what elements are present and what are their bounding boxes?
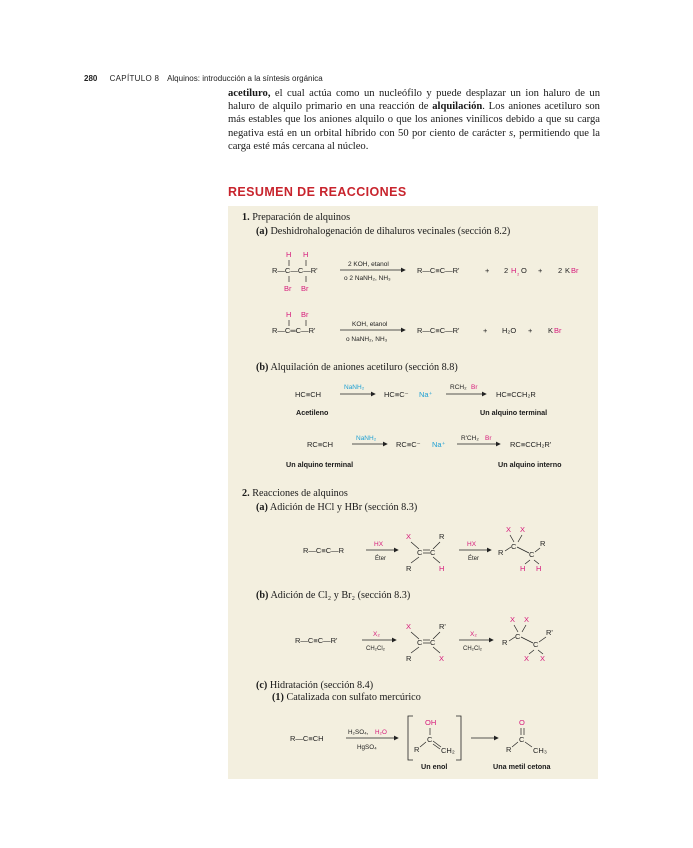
section-2c-letter: (c) [256,680,268,691]
oxygen-atom: O [519,718,525,727]
reagent-base: NaNH₂ [344,384,365,391]
carbon-atom: C [533,640,539,649]
solvent: CH₂Cl₂ [463,646,482,652]
term-acetiluro: acetiluro, [228,88,271,99]
section-1a-letter: (a) [256,226,268,237]
intro-text-1: el cual actúa como un nucleófilo y puede desplazar un ion haluro de un haluro de alquilo primario en una reacción de [228,88,600,113]
section-1a-title: Deshidrohalogenación de dihaluros vecinales (sección 8.2) [270,226,511,237]
reagent-top: 2 KOH, etanol [348,261,389,268]
section-2a-letter: (a) [256,502,268,513]
plus-sign: + [485,266,490,275]
reagent-top: KOH, etanol [352,321,388,328]
plus-sign: + [528,326,533,335]
section-1-title: Preparación de alquinos [252,212,351,223]
intro-s: s [509,127,514,139]
reactant-formula: R—C—C—R' [272,266,318,275]
co-product-k: K [565,266,571,275]
section-2c-title: Hidratación (sección 8.4) [269,680,374,691]
br-atom: Br [284,284,292,293]
br-atom: Br [301,284,309,293]
section-1b-title: Alquilación de aniones acetiluro (sección 8.8) [270,362,458,373]
hydroxyl-group: OH [425,718,437,727]
intermediate-anion: RC≡C⁻ [396,440,421,449]
carbon-atom: C [417,638,423,647]
x-atom: X [510,615,516,624]
co-product-br: Br [571,266,579,275]
reaction-1b-acetylene [295,384,536,399]
reagent-catalyst: HgSO₄ [357,744,377,751]
x-atom: X [540,654,546,663]
coefficient: 2 [504,266,509,275]
solvent: Éter [468,556,480,562]
reagent-acid: H₂SO₄, [348,729,369,736]
intro-text-2: . Los aniones acetiluro son más estables que los aniones alquilo o que los aniones vinílicos debido a que su carga negativa está en un orbital híbrido con 50 por ciento de carácter [228,101,600,139]
reagent-bottom: o NaNH₂, NH₃ [346,336,388,343]
section-1-number: 1. [242,212,250,223]
alkyl-halide: RCH₂ [450,384,467,391]
reagent-x2: X₂ [373,631,380,638]
h-atom: H [286,310,292,319]
x-atom: X [520,525,526,534]
x-atom: X [506,525,512,534]
carbon-atom: C [511,542,517,551]
caption-methyl-ketone: Una metil cetona [493,762,551,771]
section-2c1-number: (1) [272,692,284,703]
solvent: Éter [375,556,387,562]
chapter-title: Alquinos: introducción a la síntesis orgánica [167,74,323,83]
chapter-label: CAPÍTULO 8 [109,74,160,83]
reagent-water: H₂O [375,729,387,736]
coefficient: 2 [558,266,563,275]
r-group: R [502,638,508,647]
reagent-bottom: o 2 NaNH₂, NH₃ [344,275,391,282]
caption-terminal-alkyne-2: Un alquino terminal [286,460,354,469]
r-group: R [498,548,504,557]
r-prime-group: R' [439,622,446,631]
reactant-formula: R—C≡CH [290,734,324,743]
bracket-right [456,716,461,760]
reactant-formula: RC≡CH [307,440,334,449]
plus-sign: + [538,266,543,275]
alkyl-halide: R'CH₂ [461,435,479,442]
br-atom: Br [301,310,309,319]
section-2-number: 2. [242,488,250,499]
section-2-title: Reacciones de alquinos [252,488,348,499]
r-group: R [414,745,420,754]
section-2a-title: Adición de HCl y HBr (sección 8.3) [269,502,418,513]
sodium-cation: Na⁺ [432,440,446,449]
carbon-atom: C [519,735,525,744]
term-alquilacion: alquilación [432,101,483,113]
co-product-water: H₂O [502,326,517,335]
alkyl-halide-br: Br [485,435,492,442]
methyl-group: CH₃ [533,746,547,755]
reagent-hx: HX [374,541,384,548]
product-formula: RC≡CCH₂R' [510,440,552,449]
carbon-atom: C [515,632,521,641]
x-atom: X [524,654,530,663]
x-atom: X [406,532,412,541]
reagent-x2: X₂ [470,631,477,638]
x-atom: X [524,615,530,624]
reaction-1b-terminal [307,435,552,449]
summary-title: RESUMEN DE REACCIONES [228,185,407,199]
reaction-2b-x2-addition [295,615,553,663]
co-product-sub: ₂ [517,271,520,277]
intermediate-anion: HC≡C⁻ [384,390,409,399]
carbon-atom: C [430,548,436,557]
caption-internal-alkyne: Un alquino interno [498,460,562,469]
reagent-base: NaNH₂ [356,435,377,442]
reactant-formula: R—C≡C—R [303,546,345,555]
carbon-atom: C [427,735,433,744]
sodium-cation: Na⁺ [419,390,433,399]
x-atom: X [406,622,412,631]
co-product-k: K [548,326,554,335]
solvent: CH₂Cl₂ [366,646,385,652]
h-atom: H [520,564,526,573]
r-group: R [540,539,546,548]
section-1b-letter: (b) [256,362,269,373]
bracket-left [408,716,413,760]
h-atom: H [303,250,309,259]
x-atom: X [439,654,445,663]
r-group: R [406,564,412,573]
section-2b-letter: (b) [256,590,269,601]
reactant-formula: R—C≡C—R' [295,636,338,645]
reaction-2c-hydration [290,716,547,760]
carbon-atom: C [417,548,423,557]
carbon-atom: C [529,550,535,559]
product-formula: R—C≡C—R' [417,266,460,275]
methylene-group: CH₂ [441,746,455,755]
intro-text-3: , permitiendo que la carga esté más cercana al núcleo. [228,127,600,152]
co-product-h: H [511,266,517,275]
carbon-atom: C [430,638,436,647]
caption-acetileno: Acetileno [296,408,329,417]
section-2b-title: Adición de Cl₂ y Br₂ (sección 8.3) [270,590,411,601]
caption-enol: Un enol [421,762,448,771]
co-product-br: Br [554,326,562,335]
h-atom: H [536,564,542,573]
r-group: R [506,745,512,754]
reactant-formula: HC≡CH [295,390,322,399]
product-formula: R—C≡C—R' [417,326,460,335]
alkyl-halide-br: Br [471,384,478,391]
product-formula: HC≡CCH₂R [496,390,536,399]
co-product-o: O [521,266,527,275]
reactant-formula: R—C═C—R' [272,326,316,335]
reaction-1a-vinyl-halide [272,310,562,343]
r-group: R [406,654,412,663]
reaction-2a-hx-addition [303,525,546,573]
r-prime-group: R' [546,628,553,637]
reagent-hx: HX [467,541,477,548]
h-atom: H [439,564,445,573]
plus-sign: + [483,326,488,335]
r-group: R [439,532,445,541]
caption-terminal-alkyne: Un alquino terminal [480,408,548,417]
h-atom: H [286,250,292,259]
reaction-1a-vicinal-dihalide [272,250,579,293]
page-number: 280 [84,74,98,83]
section-2c1-title: Catalizada con sulfato mercúrico [286,692,421,703]
